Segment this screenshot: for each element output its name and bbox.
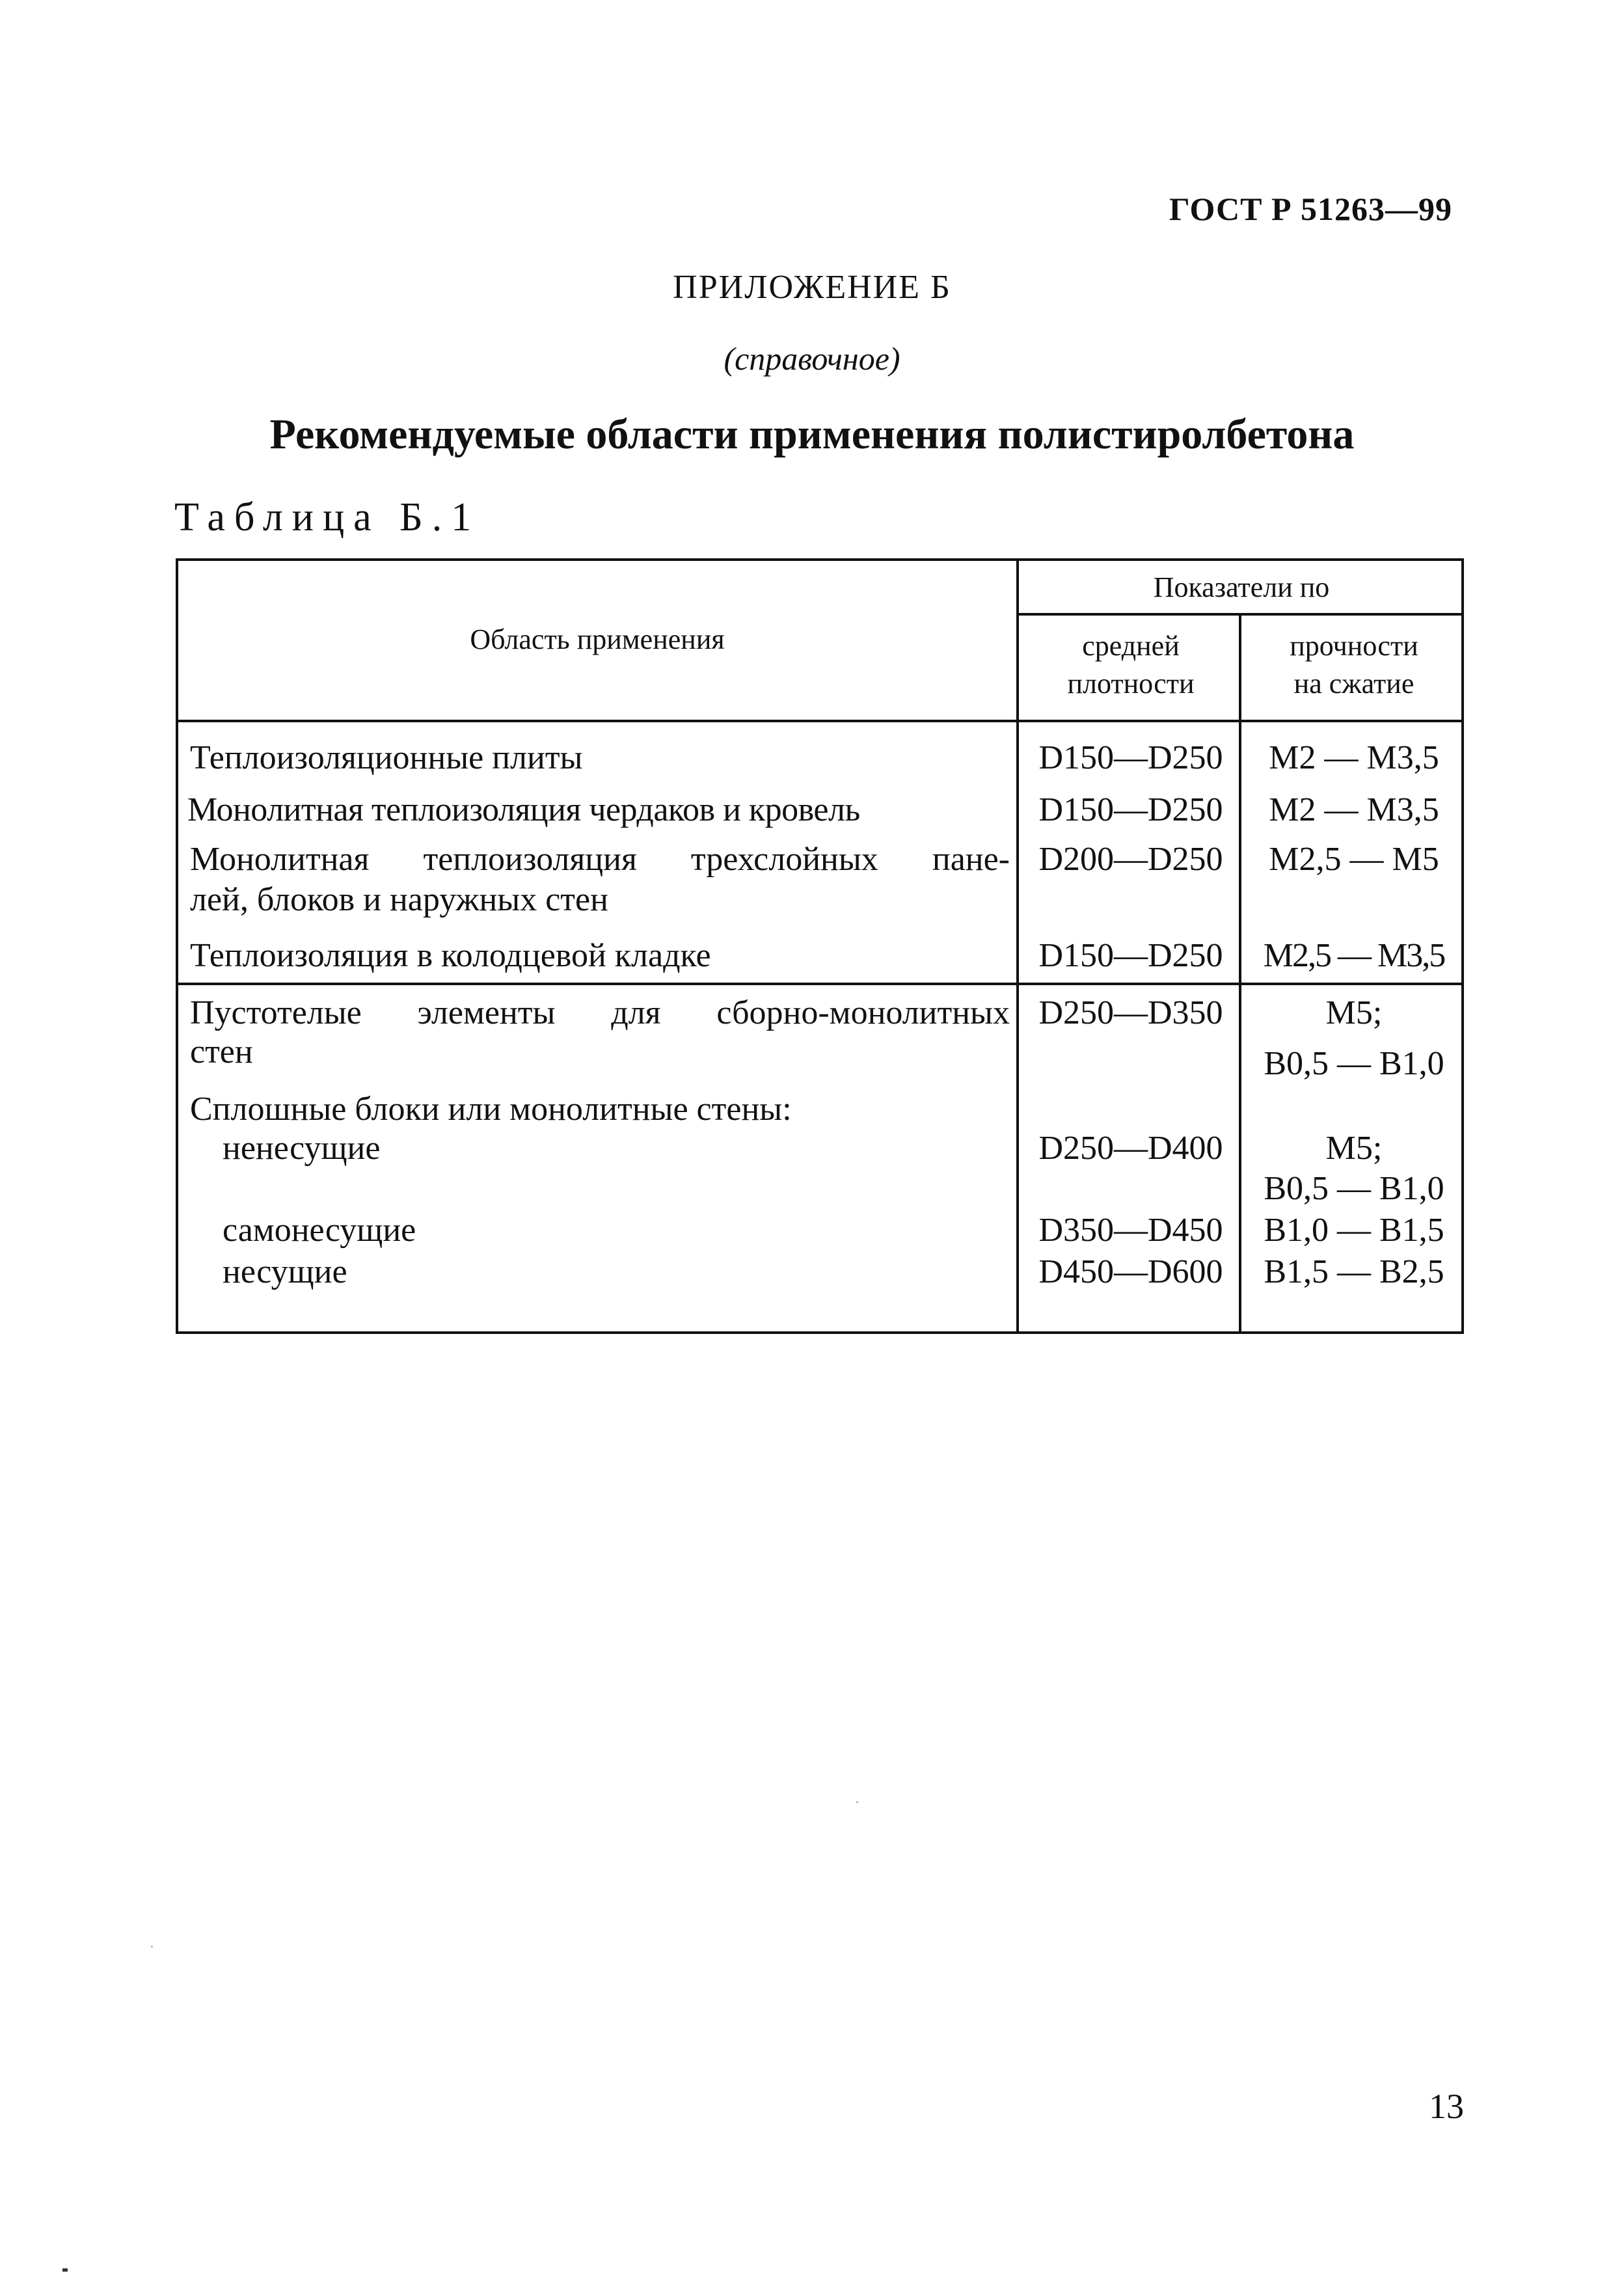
- document-code: ГОСТ Р 51263—99: [1169, 191, 1452, 227]
- header-indicators: Показатели по: [1153, 571, 1330, 603]
- header-strength: [1244, 627, 1464, 703]
- table-row-density: D250—D400: [1038, 1130, 1223, 1167]
- table-row-area: Пустотелые элементы для сборно-монолитных: [190, 994, 1010, 1031]
- table-row-density: D350—D450: [1038, 1212, 1223, 1249]
- header-strength-line1: прочности: [1290, 630, 1418, 662]
- table-row-density: D450—D600: [1038, 1253, 1223, 1290]
- appendix-label: ПРИЛОЖЕНИЕ Б: [673, 269, 951, 306]
- table-caption: Таблица Б.1: [174, 495, 481, 539]
- table-row-area: самонесущие: [223, 1212, 416, 1249]
- table-row-density: D150—D250: [1038, 937, 1223, 974]
- appendix-title: Рекомендуемые области применения полистиролбетона: [269, 411, 1355, 458]
- header-divider: [178, 720, 1461, 722]
- header-area: Область применения: [470, 623, 725, 655]
- table-row-strength: B1,0 — B1,5: [1264, 1212, 1444, 1249]
- row-divider: [1016, 613, 1461, 616]
- column-divider: [1016, 561, 1019, 1331]
- table-row-area-cont: лей, блоков и наружных стен: [190, 881, 608, 918]
- table-row-area: Монолитная теплоизоляция чердаков и кровель: [187, 791, 860, 828]
- scan-speck: [62, 2268, 68, 2272]
- table-row-density: D150—D250: [1038, 791, 1223, 828]
- table-row-strength: M2 — M3,5: [1269, 791, 1439, 828]
- table-row-strength: M5;: [1325, 994, 1383, 1031]
- table-row-area: Теплоизоляция в колодцевой кладке: [190, 937, 711, 974]
- table-row-density: D150—D250: [1038, 739, 1223, 776]
- data-table: [176, 558, 1464, 1334]
- scan-speck: [856, 1801, 858, 1803]
- scan-speck: [151, 1946, 153, 1948]
- table-row-area-cont: стен: [190, 1033, 253, 1070]
- table-row-strength: B1,5 — B2,5: [1264, 1253, 1444, 1290]
- table-row-strength: M2,5 — M3,5: [1263, 937, 1445, 974]
- header-density-line2: плотности: [1067, 668, 1195, 700]
- header-strength-line2: на сжатие: [1293, 668, 1414, 700]
- appendix-type: (справочное): [724, 340, 900, 377]
- table-row-strength: M5;: [1325, 1130, 1383, 1167]
- table-row-strength-cont: B0,5 — B1,0: [1264, 1045, 1444, 1082]
- table-row-area: Монолитная теплоизоляция трехслойных пане-: [190, 841, 1010, 878]
- table-row-area: Теплоизоляционные плиты: [190, 739, 583, 776]
- page-number: 13: [1429, 2087, 1464, 2126]
- header-density: [1022, 627, 1240, 703]
- table-row-area: несущие: [223, 1253, 347, 1290]
- group-divider: [178, 983, 1461, 985]
- table-row-strength: M2,5 — M5: [1269, 841, 1439, 878]
- header-density-line1: средней: [1082, 630, 1180, 662]
- table-row-group-label: Сплошные блоки или монолитные стены:: [190, 1091, 792, 1128]
- table-row-area: ненесущие: [223, 1130, 381, 1167]
- table-row-density: D200—D250: [1038, 841, 1223, 878]
- table-row-strength: M2 — M3,5: [1269, 739, 1439, 776]
- table-row-density: D250—D350: [1038, 994, 1223, 1031]
- table-row-strength-cont: B0,5 — B1,0: [1264, 1170, 1444, 1207]
